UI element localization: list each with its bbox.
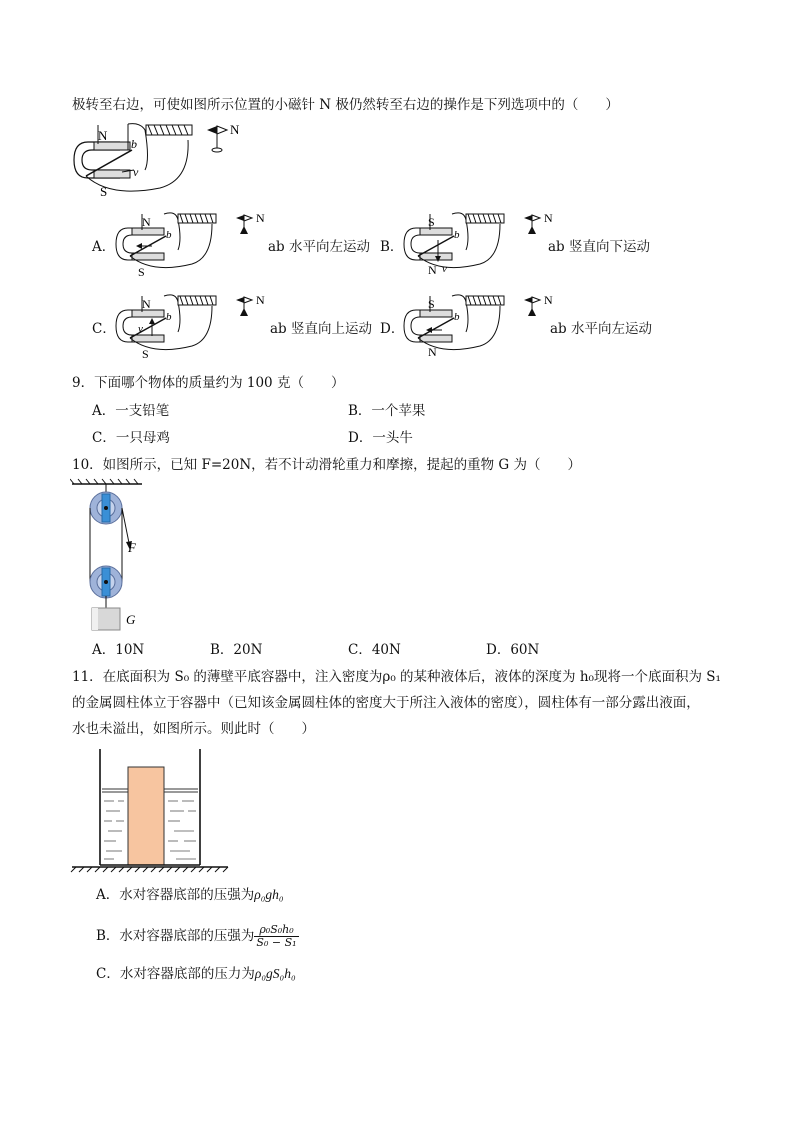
q10-option-a[interactable]: A．10N <box>92 642 145 658</box>
q8-stem: 极转至右边，可使如图所示位置的小磁针 N 极仍然转至右边的操作是下列选项中的（ ） <box>72 97 619 113</box>
q8-option-b-caption: ab 竖直向下运动 <box>548 239 650 255</box>
q11-option-b[interactable]: B．水对容器底部的压强为 $\frac{\text{ρ₀S₀h₀}}{\text{S₀ − S₁}}$ <box>96 923 297 949</box>
q11-option-c[interactable]: C．水对容器底部的压力为ρ₀gS₀h₀ <box>96 966 296 982</box>
q10-stem: 10．如图所示，已知 F=20N，若不计动滑轮重力和摩擦，提起的重物 G 为（ ） <box>72 457 582 473</box>
svg-text:S: S <box>142 347 149 361</box>
q8-option-b-figure <box>400 210 560 280</box>
q9-stem: 9．下面哪个物体的质量约为 100 克（ ） <box>72 375 345 391</box>
svg-text:N: N <box>256 211 265 225</box>
q10-pulley-figure <box>70 478 160 634</box>
q11-option-a-expr: ρ₀gh₀ <box>254 887 284 902</box>
svg-text:N: N <box>428 345 437 359</box>
q9-option-d[interactable]: D．一头牛 <box>348 430 413 446</box>
label-N: N <box>98 128 108 143</box>
label-F: F <box>128 540 136 555</box>
q10-option-c[interactable]: C．40N <box>348 642 401 658</box>
svg-text:N: N <box>142 215 151 229</box>
svg-text:S: S <box>428 297 435 311</box>
q8-main-figure <box>70 120 260 202</box>
svg-text:v: v <box>442 263 447 275</box>
q11-stem-line2: 的金属圆柱体立于容器中（已知该金属圆柱体的密度大于所注入液体的密度），圆柱体有一部分露出液面， <box>72 695 700 711</box>
svg-text:S: S <box>428 215 435 229</box>
svg-text:N: N <box>544 293 553 307</box>
q8-option-d-figure <box>400 292 560 362</box>
q8-option-a-letter[interactable]: A． <box>92 239 116 255</box>
svg-text:S: S <box>138 265 145 279</box>
q8-option-a-figure <box>112 210 272 280</box>
svg-text:b: b <box>166 311 172 323</box>
q11-stem-line3: 水也未溢出，如图所示。则此时（ ） <box>72 721 315 737</box>
q8-option-d-caption: ab 水平向左运动 <box>550 321 652 337</box>
q8-option-c-figure <box>112 292 272 362</box>
svg-text:N: N <box>256 293 265 307</box>
svg-text:b: b <box>454 229 460 241</box>
q11-option-b-fraction: $\frac{\text{ρ₀S₀h₀}}{\text{S₀ − S₁}}$ <box>256 923 297 949</box>
label-v: v <box>133 165 139 179</box>
svg-text:N: N <box>544 211 553 225</box>
q11-stem-line1: 11．在底面积为 S₀ 的薄壁平底容器中，注入密度为ρ₀ 的某种液体后，液体的深度为 h₀现将一个底面积为 S₁ <box>72 669 721 685</box>
q10-option-b[interactable]: B．20N <box>210 642 263 658</box>
q11-option-a[interactable]: A．水对容器底部的压强为ρ₀gh₀ <box>96 887 284 903</box>
label-S: S <box>100 184 108 199</box>
svg-text:v: v <box>138 323 143 335</box>
q8-option-b-letter[interactable]: B． <box>380 239 404 255</box>
q8-option-c-letter[interactable]: C． <box>92 321 116 337</box>
needle-N-label: N <box>230 122 240 137</box>
label-G: G <box>126 612 136 627</box>
label-b: b <box>131 137 137 151</box>
q9-option-c[interactable]: C．一只母鸡 <box>92 430 170 446</box>
svg-text:N: N <box>428 263 437 277</box>
q11-container-figure <box>70 745 232 873</box>
q11-option-c-expr: ρ₀gS₀h₀ <box>254 966 296 981</box>
q9-option-b[interactable]: B．一个苹果 <box>348 403 426 419</box>
svg-text:b: b <box>454 311 460 323</box>
q10-option-d[interactable]: D．60N <box>486 642 540 658</box>
q8-option-c-caption: ab 竖直向上运动 <box>270 321 372 337</box>
q8-option-d-letter[interactable]: D． <box>380 321 405 337</box>
svg-text:N: N <box>142 297 151 311</box>
svg-text:b: b <box>166 229 172 241</box>
q9-option-a[interactable]: A．一支铅笔 <box>92 403 170 419</box>
q8-option-a-caption: ab 水平向左运动 <box>268 239 370 255</box>
